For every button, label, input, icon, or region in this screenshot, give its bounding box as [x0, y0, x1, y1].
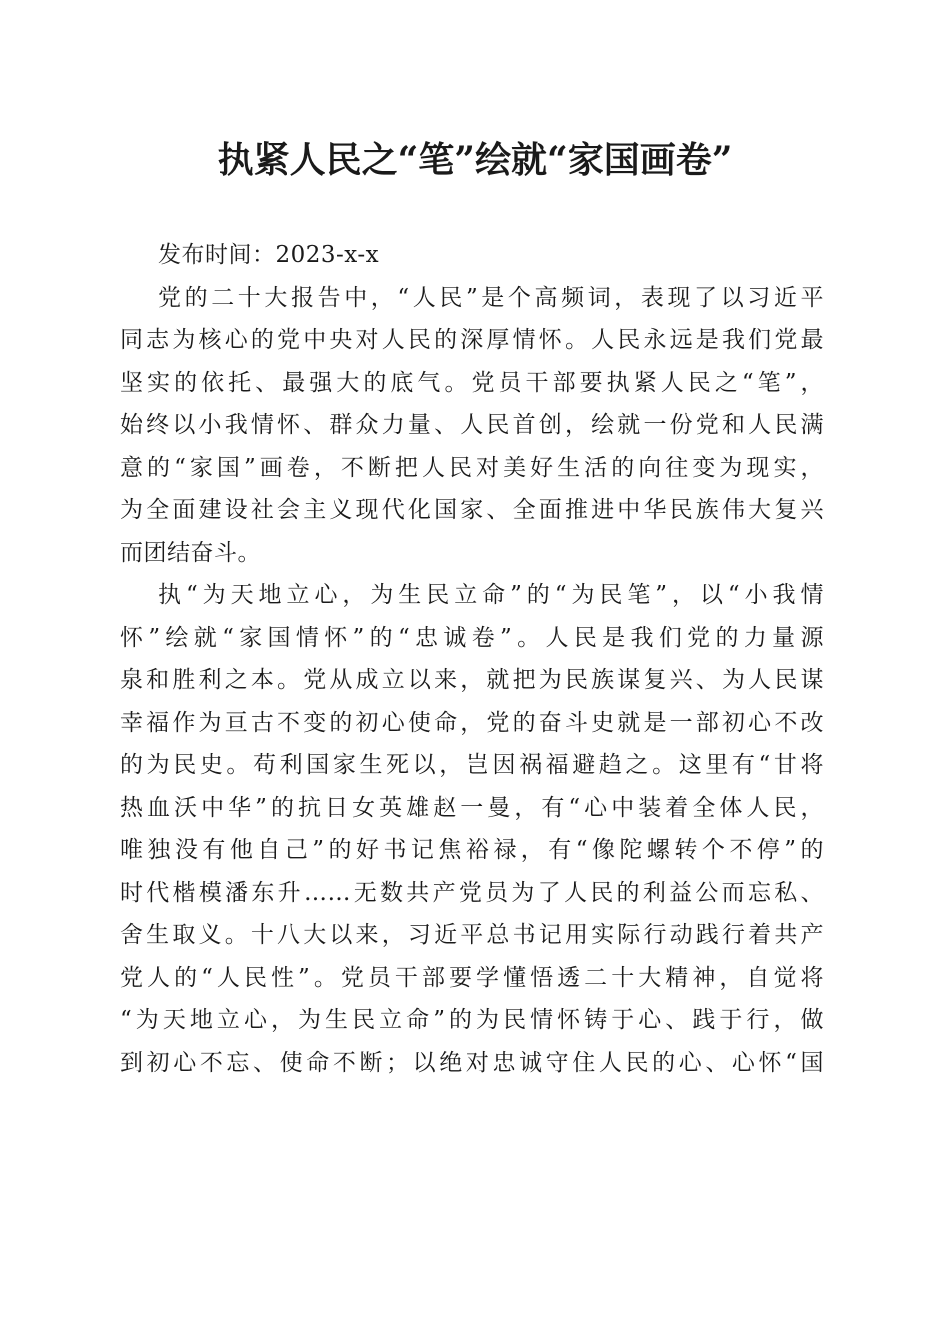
paragraph-line: 意的“家国”画卷，不断把人民对美好生活的向往变为现实，: [120, 454, 824, 481]
paragraph-line: 为全面建设社会主义现代化国家、全面推进中华民族伟大复兴: [120, 497, 824, 523]
paragraph-line: 时代楷模潘东升……无数共产党员为了人民的利益公而忘私、: [120, 879, 824, 906]
paragraph-line: 党的二十大报告中，“人民”是个高频词，表现了以习近平: [158, 284, 824, 311]
paragraph-line: 舍生取义。十八大以来，习近平总书记用实际行动践行着共产: [120, 922, 824, 948]
paragraph-line: 幸福作为亘古不变的初心使命，党的奋斗史就是一部初心不改: [120, 709, 824, 736]
paragraph-line: 而团结奋斗。: [120, 539, 261, 566]
paragraph-line: 坚实的依托、最强大的底气。党员干部要执紧人民之“笔”，: [120, 369, 824, 396]
paragraph-line: 泉和胜利之本。党从成立以来，就把为民族谋复兴、为人民谋: [120, 667, 824, 693]
paragraph-2: [120, 574, 824, 1084]
publish-date: 发布时间：2023-x-x: [158, 242, 380, 268]
paragraph-line: 到初心不忘、使命不断；以绝对忠诚守住人民的心、心怀“国: [120, 1049, 824, 1076]
paragraph-line: 始终以小我情怀、群众力量、人民首创，绘就一份党和人民满: [120, 412, 824, 438]
paragraph-line: 执“为天地立心，为生民立命”的“为民笔”，以“小我情: [158, 582, 824, 608]
paragraph-line: 同志为核心的党中央对人民的深厚情怀。人民永远是我们党最: [120, 327, 824, 353]
paragraph-line: 党人的“人民性”。党员干部要学懂悟透二十大精神，自觉将: [120, 964, 824, 991]
document-body: [120, 234, 824, 1084]
paragraph-1: [120, 277, 824, 575]
paragraph-line: 怀”绘就“家国情怀”的“忠诚卷”。人民是我们党的力量源: [120, 624, 824, 651]
document-title: 执紧人民之“笔”绘就“家国画卷”: [217, 139, 733, 181]
paragraph-line: 的为民史。苟利国家生死以，岂因祸福避趋之。这里有“甘将: [120, 752, 824, 778]
paragraph-line: 唯独没有他自己”的好书记焦裕禄，有“像陀螺转个不停”的: [120, 837, 824, 863]
paragraph-line: 热血沃中华”的抗日女英雄赵一曼，有“心中装着全体人民，: [120, 794, 824, 821]
paragraph-line: “为天地立心，为生民立命”的为民情怀铸于心、践于行，做: [120, 1007, 824, 1033]
